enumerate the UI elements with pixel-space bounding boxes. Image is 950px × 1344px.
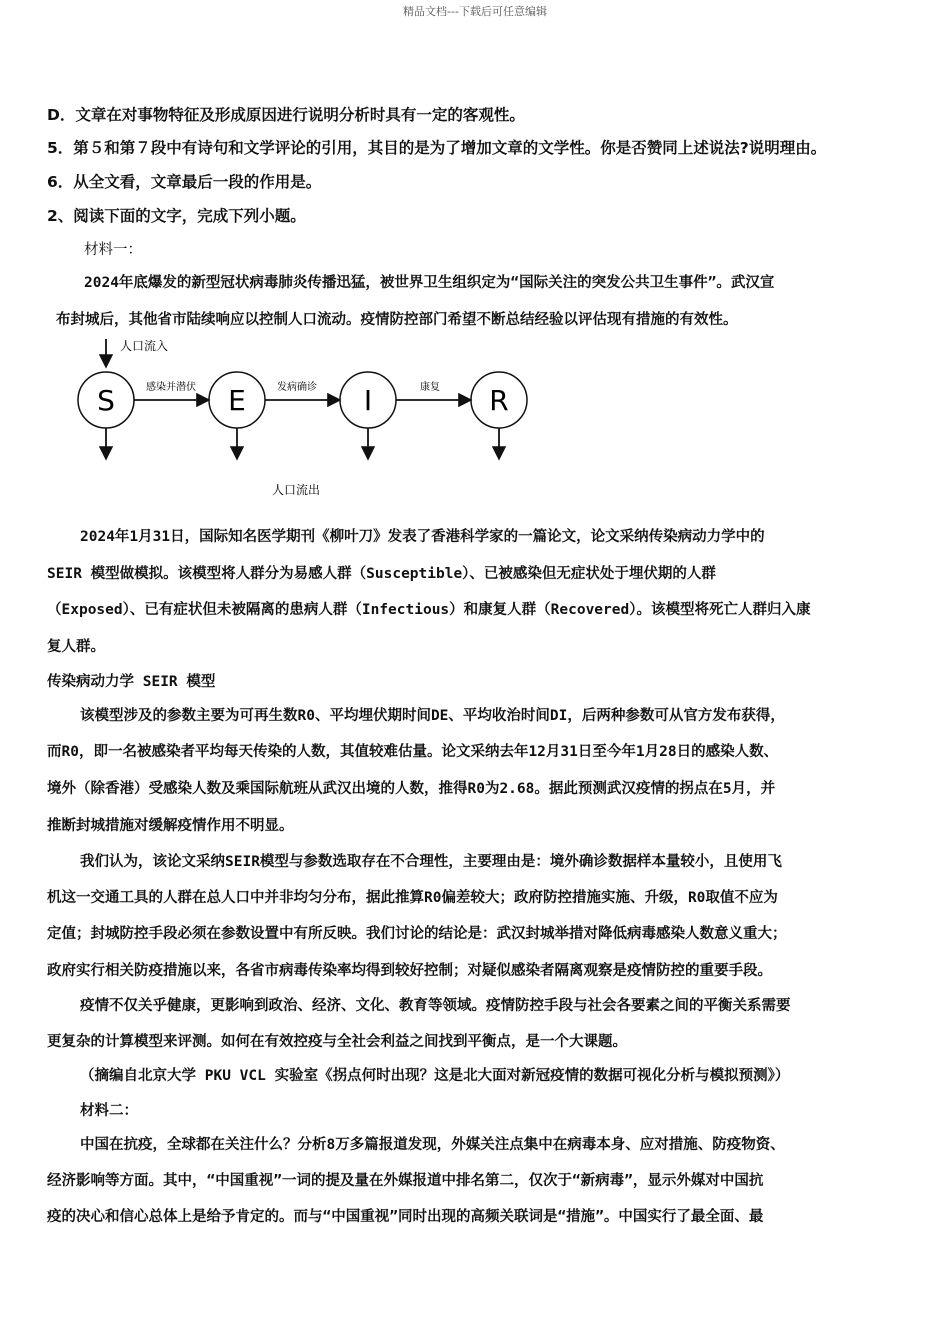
body-line: 机这一交通工具的人群在总人口中并非均匀分布，据此推算R0偏差较大；政府防控措施实施、升级，R0取值不应为 xyxy=(47,890,778,906)
material2-label: 材料二： xyxy=(80,1103,138,1119)
body-line: 该模型涉及的参数主要为可再生数R0、平均埋伏期时间DE、平均收治时间DI，后两种参数可从官方发布获得， xyxy=(80,708,785,724)
source-citation: （摘编自北京大学 PKU VCL 实验室《拐点何时出现？这是北大面对新冠疫情的数据可视化分析与模拟预测》） xyxy=(80,1068,790,1084)
question-d: D．文章在对事物特征及形成原因进行说明分析时具有一定的客观性。 xyxy=(47,106,525,124)
seir-diagram xyxy=(60,333,550,508)
material1-line: 2024年底爆发的新型冠状病毒肺炎传播迅猛，被世界卫生组织定为“国际关注的突发公共卫生事件”。武汉宣 xyxy=(84,275,775,291)
edge-label-s-e: 感染并潜伏 xyxy=(146,382,196,393)
body-line: （Exposed）、已有症状但未被隔离的患病人群（Infectious）和康复人群（Recovered）。该模型将死亡人群归入康 xyxy=(47,602,811,618)
outflow-label: 人口流出 xyxy=(272,483,321,497)
node-r xyxy=(471,372,527,428)
body-line: 政府实行相关防疫措施以来，各省市病毒传染率均得到较好控制；对疑似感染者隔离观察是疫情防控的重要手段。 xyxy=(47,963,772,979)
question-6: 6．从全文看，文章最后一段的作用是。 xyxy=(47,173,322,191)
page-header: 精品文档---下载后可任意编辑 xyxy=(403,5,547,18)
svg-text:E: E xyxy=(228,384,246,417)
question-5: 5．第５和第７段中有诗句和文学评论的引用，其目的是为了增加文章的文学性。你是否赞同上述说法?说明理由。 xyxy=(47,139,827,157)
material2-line: 经济影响等方面。其中，“中国重视”一词的提及量在外媒报道中排名第二，仅次于“新病毒”，显示外媒对中国抗 xyxy=(47,1173,764,1189)
question-2: 2、阅读下面的文字，完成下列小题。 xyxy=(47,207,306,225)
material2-line: 中国在抗疫，全球都在关注什么？分析8万多篇报道发现，外媒关注点集中在病毒本身、应对措施、防疫物资、 xyxy=(80,1137,785,1153)
edge-label-e-i: 发病确诊 xyxy=(277,382,317,393)
body-line: 推断封城措施对缓解疫情作用不明显。 xyxy=(47,818,294,834)
node-e xyxy=(209,372,265,428)
body-line: 我们认为，该论文采纳SEIR模型与参数选取存在不合理性，主要理由是：境外确诊数据样本量较小，且使用飞 xyxy=(80,854,782,870)
body-line: 疫情不仅关乎健康，更影响到政治、经济、文化、教育等领域。疫情防控手段与社会各要素之间的平衡关系需要 xyxy=(80,998,791,1014)
node-i xyxy=(340,372,396,428)
node-s xyxy=(78,372,134,428)
svg-text:R: R xyxy=(489,384,509,417)
material2-line: 疫的决心和信心总体上是给予肯定的。而与“中国重视”同时出现的高频关联词是“措施”。中国实行了最全面、最 xyxy=(47,1209,764,1225)
svg-text:S: S xyxy=(97,384,115,417)
body-line: SEIR 模型做模拟。该模型将人群分为易感人群（Susceptible）、已被感染但无症状处于埋伏期的人群 xyxy=(47,566,716,582)
inflow-label: 人口流入 xyxy=(120,339,169,353)
edge-label-i-r: 康复 xyxy=(420,382,440,393)
svg-text:I: I xyxy=(363,384,373,417)
body-line: 而R0，即一名被感染者平均每天传染的人数，其值较难估量。论文采纳去年12月31日至今年1月28日的感染人数、 xyxy=(47,744,779,760)
body-line: 更复杂的计算模型来评测。如何在有效控疫与全社会利益之间找到平衡点，是一个大课题。 xyxy=(47,1034,627,1050)
section-subtitle: 传染病动力学 SEIR 模型 xyxy=(47,674,216,690)
material1-label: 材料一： xyxy=(84,242,142,258)
body-line: 2024年1月31日，国际知名医学期刊《柳叶刀》发表了香港科学家的一篇论文，论文采纳传染病动力学中的 xyxy=(80,529,765,545)
body-line: 境外（除香港）受感染人数及乘国际航班从武汉出境的人数，推得R0为2.68。据此预测武汉疫情的拐点在5月，并 xyxy=(47,781,776,797)
body-line: 定值；封城防控手段必须在参数设置中有所反映。我们讨论的结论是：武汉封城举措对降低病毒感染人数意义重大； xyxy=(47,926,787,942)
body-line: 复人群。 xyxy=(47,639,105,655)
material1-line: 布封城后，其他省市陆续响应以控制人口流动。疫情防控部门希望不断总结经验以评估现有措施的有效性。 xyxy=(56,312,738,328)
